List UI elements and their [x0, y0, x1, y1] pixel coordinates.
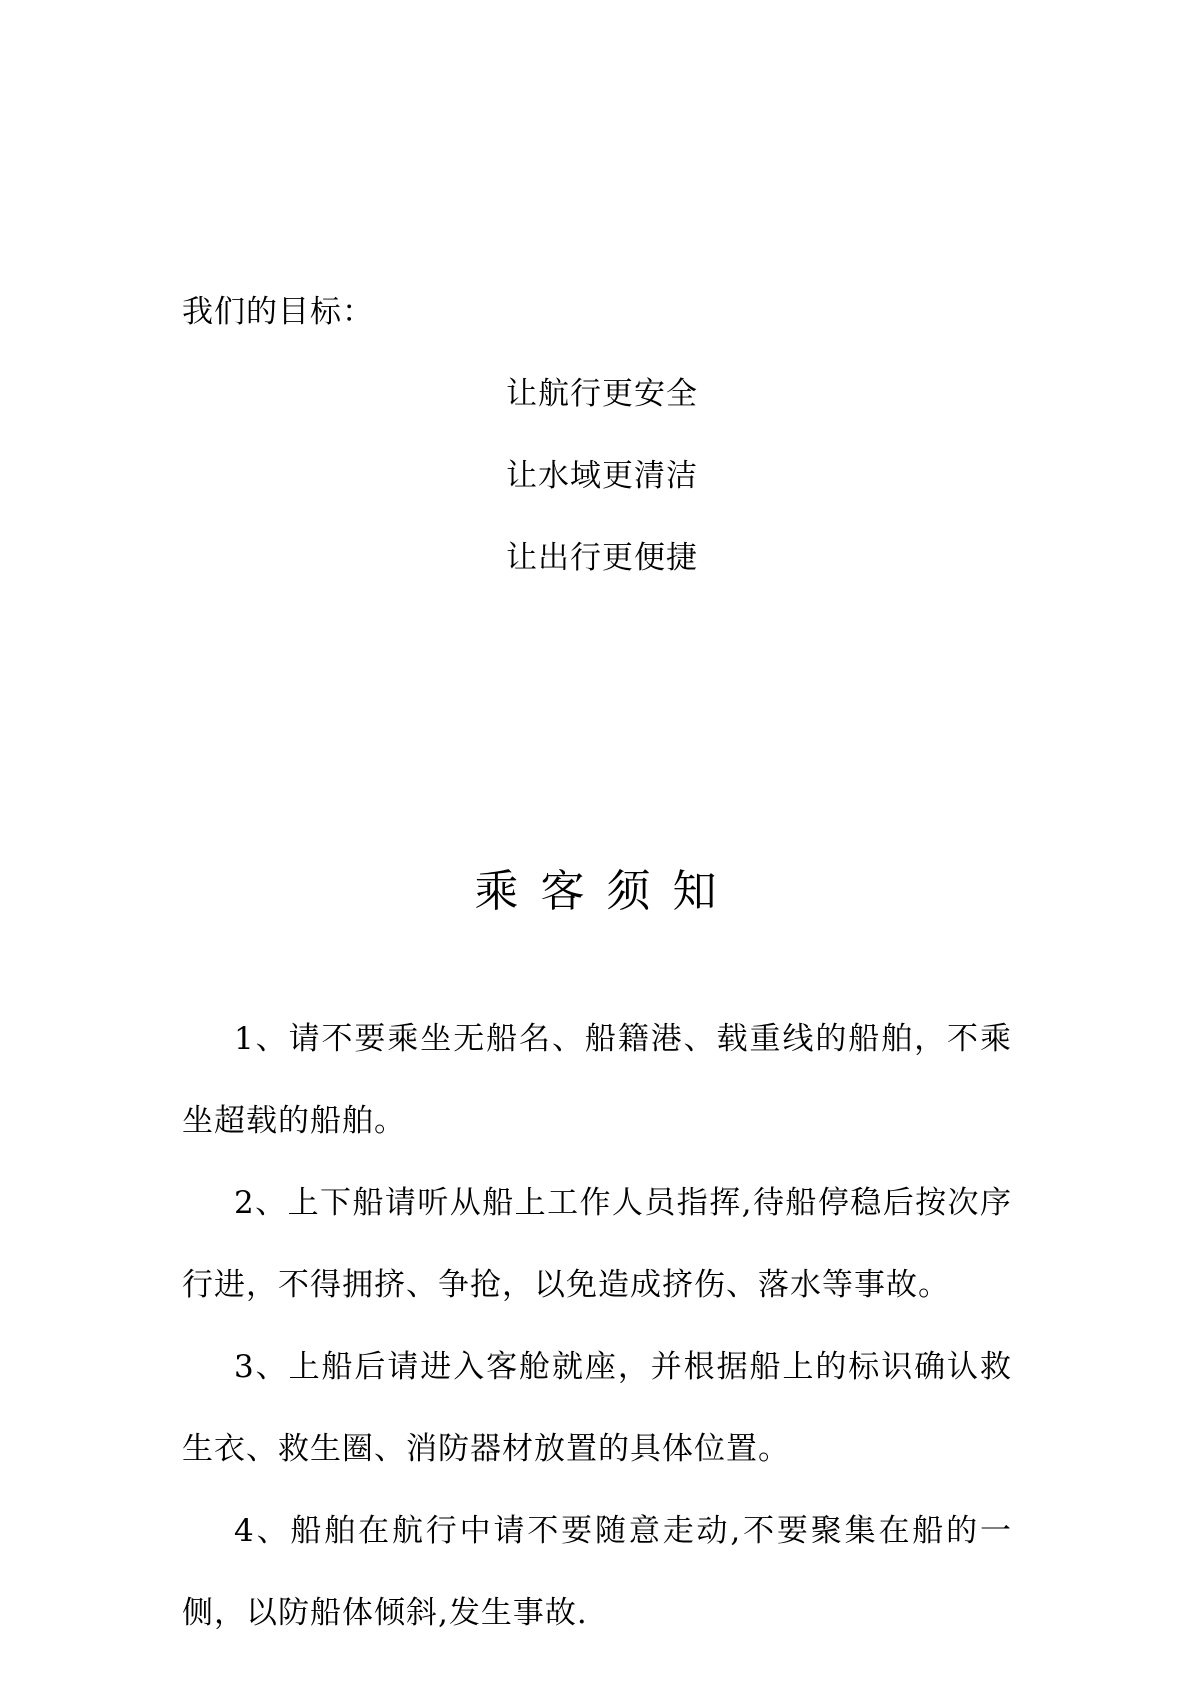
goals-heading: 我们的目标：	[182, 294, 374, 330]
rule-item-2: 2、上下船请听从船上工作人员指挥,待船停稳后按次序行进，不得拥挤、争抢，以免造成挤伤、落水等事故。	[182, 1185, 1012, 1303]
rule-item-3: 3、上船后请进入客舱就座，并根据船上的标识确认救生衣、救生圈、消防器材放置的具体位置。	[182, 1349, 1012, 1467]
goal-item-safety: 让航行更安全	[506, 376, 698, 412]
goal-item-clean-water: 让水域更清洁	[506, 458, 698, 494]
notice-rules	[182, 998, 1012, 1654]
rule-item-4: 4、船舶在航行中请不要随意走动,不要聚集在船的一侧，以防船体倾斜,发生事故.	[182, 1513, 1012, 1631]
goal-item-convenience: 让出行更便捷	[506, 540, 698, 576]
notice-title: 乘客须知	[474, 866, 739, 917]
rule-item-1: 1、请不要乘坐无船名、船籍港、载重线的船舶，不乘坐超载的船舶。	[182, 1021, 1012, 1139]
